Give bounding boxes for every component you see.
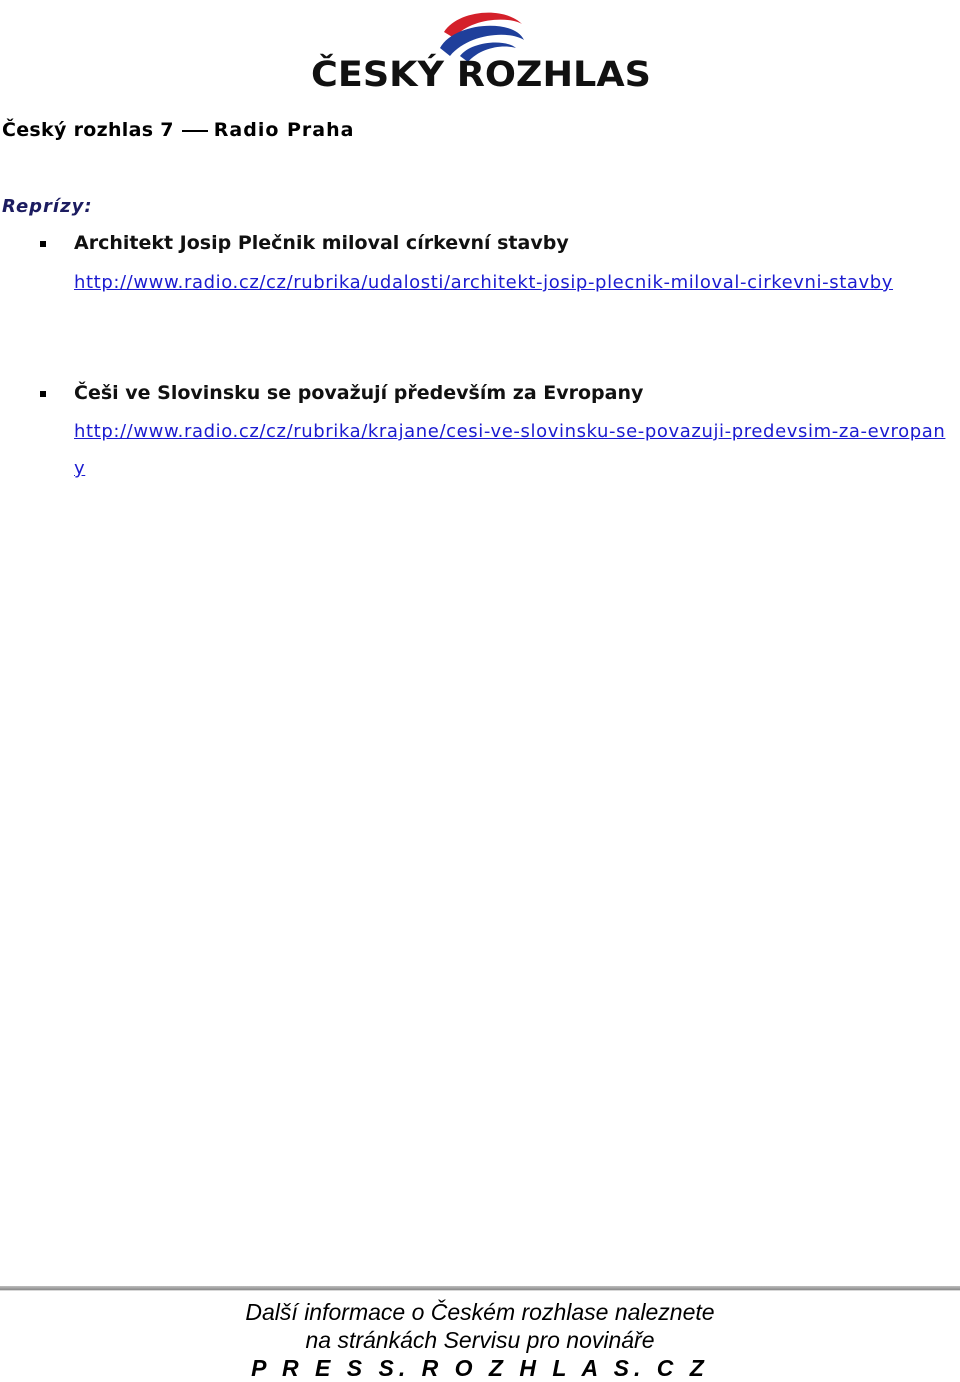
item-title: Architekt Josip Plečnik miloval církevní stavby [74, 232, 569, 254]
station-name: Český rozhlas 7 [2, 119, 174, 141]
item-title: Češi ve Slovinsku se považují především za Evropany [74, 382, 644, 404]
bullet-icon [40, 241, 46, 247]
footer-press-url: P R E S S. R O Z H L A S. C Z [251, 1355, 709, 1381]
footer [0, 1298, 960, 1382]
station-subtitle: Radio Praha [213, 119, 355, 141]
footer-divider-shadow [0, 1290, 960, 1291]
footer-line-2: na stránkách Servisu pro novináře [305, 1327, 655, 1353]
footer-line-1: Další informace o Českém rozhlase naleznete [245, 1299, 715, 1325]
bullet-icon [40, 391, 46, 397]
heading-dash [182, 130, 208, 132]
logo-text: ČESKÝ ROZHLAS [311, 55, 637, 92]
item-link[interactable]: http://www.radio.cz/cz/rubrika/udalosti/architekt-josip-plecnik-miloval-cirkevni-stavby [74, 272, 894, 293]
reprizy-label: Reprízy: [2, 196, 93, 217]
cesky-rozhlas-logo [308, 4, 656, 92]
page-heading [2, 119, 354, 141]
logo-graphic [308, 4, 656, 92]
item-link[interactable]: http://www.radio.cz/cz/rubrika/krajane/cesi-ve-slovinsku-se-povazuji-predevsim-za-evropany [74, 421, 946, 479]
